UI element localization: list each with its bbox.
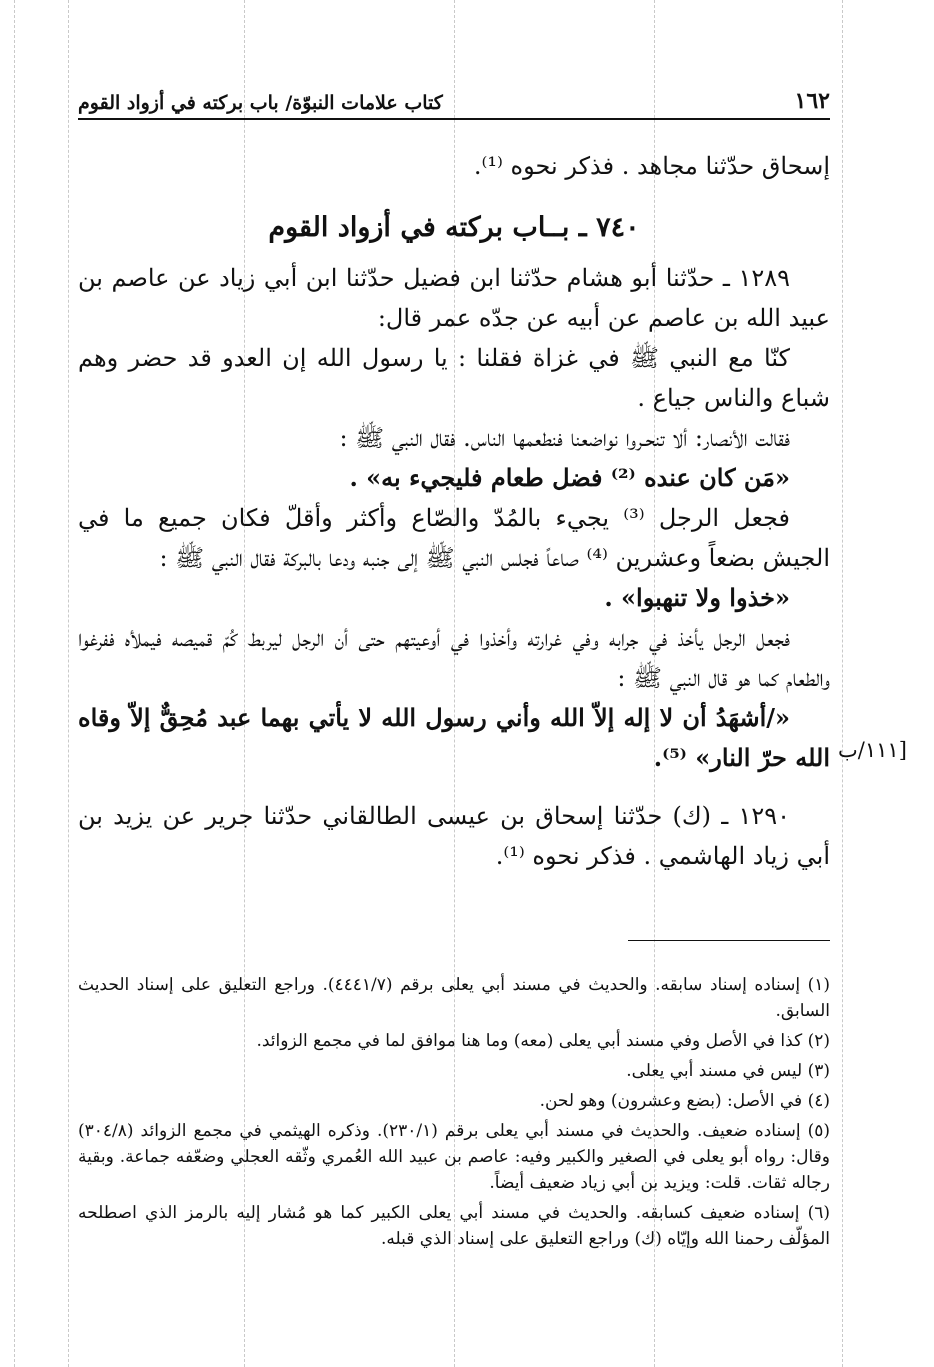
- page-number: ١٦٢: [794, 88, 830, 114]
- paragraph: فقالت الأنصار: ألا تنحـروا نواضعنا فنطعمها الناس. فقال النبي ﷺ :: [339, 424, 790, 452]
- chapter-heading: ٧٤٠ ـ بــاب بركته في أزواد القوم: [268, 212, 640, 243]
- paragraph: فجعل الرجل ⁽³⁾ يجيء بالمُدّ والصّاع وأكثر وأقلّ فكان جميع ما في الجيش بضعاً وعشرين ⁽⁴⁾ صاعاً فجلس النبي ﷺ إلى جنبه ودعا بالبركة فقال النبي ﷺ :: [78, 504, 830, 572]
- paragraph: إسحاق حدّثنا مجاهد . فذكر نحوه ⁽¹⁾.: [473, 152, 830, 180]
- paragraph: كنّا مع النبي ﷺ في غزاة فقلنا : يا رسول الله إن العدو قد حضر وهم شباع والناس جياع .: [78, 344, 830, 412]
- main-text: [78, 146, 830, 876]
- paragraph: فجعل الرجل يأخذ في جرابه وفي غرارته وأخذوا في أوعيتهم حتى أن الرجل ليربط كُمّ قميصه فيملأه ففرغوا والطعام كما هو قال النبي ﷺ :: [78, 624, 830, 692]
- scan-guide-line: [14, 0, 15, 1367]
- scan-guide-line: [842, 0, 843, 1367]
- hadith-1290-isnad: ١٢٩٠ ـ (ك) حدّثنا إسحاق بن عيسى الطالقاني حدّثنا جرير عن يزيد بن أبي زياد الهاشمي . فذكر نحوه ⁽¹⁾.: [78, 802, 830, 870]
- footnote: (٥) إسناده ضعيف. والحديث في مسند أبي يعلى برقم (٢٣٠/١). وذكره الهيثمي في مجمع الزوائد (٣٠٤/٨) وقال: رواه أبو يعلى في الصغير والكبير وفيه: عاصم بن عبيد الله العُمري وثّقه العجلي وضعّفه جماعة. وبقية رجاله ثقات. قلت: ويزيد بن أبي زياد ضعيف أيضاً.: [78, 1121, 830, 1193]
- prophetic-quote: «خذوا ولا تنهبوا» .: [604, 583, 790, 612]
- hadith-1289-isnad: ١٢٨٩ ـ حدّثنا أبو هشام حدّثنا ابن فضيل حدّثنا ابن أبي زياد عن عاصم بن عبيد الله بن عاصم عن أبيه عن جدّه عمر قال:: [78, 264, 830, 332]
- footnote: (١) إسناده إسناد سابقه. والحديث في مسند أبي يعلى برقم (٤٤٤١/٧). وراجع التعليق على إسناد الحديث السابق.: [78, 975, 831, 1021]
- prophetic-quote: «/أشهَدُ أن لا إله إلاّ الله وأني رسول الله لا يأتي بهما عبد مُحِقٌّ إلاّ وقاه الله حرّ النار» ⁽⁵⁾.: [78, 703, 830, 772]
- running-header: [78, 78, 830, 120]
- scan-guide-line: [68, 0, 69, 1367]
- running-title: كتاب علامات النبوّة/ باب بركته في أزواد القوم: [78, 92, 443, 114]
- footnote: (٢) كذا في الأصل وفي مسند أبي يعلى (معه) وما هنا موافق لما في مجمع الزوائد.: [256, 1031, 830, 1051]
- footnote-separator: [628, 940, 830, 941]
- footnote: (٤) في الأصل: (بضع وعشرون) وهو لحن.: [539, 1091, 830, 1111]
- footnote: (٦) إسناده ضعيف كسابقه. والحديث في مسند أبي يعلى الكبير كما هو مُشار إليه بالرمز الذي اصطلحه المؤلّف رحمنا الله وإيّاه (ك) وراجع التعليق على إسناد الذي قبله.: [78, 1203, 830, 1249]
- footnotes: [78, 972, 830, 1256]
- manuscript-folio-marker: ١١١/ب]: [838, 738, 907, 762]
- footnote: (٣) ليس في مسند أبي يعلى.: [626, 1061, 830, 1081]
- prophetic-quote: «مَن كان عنده ⁽²⁾ فضل طعام فليجيء به» .: [349, 463, 790, 492]
